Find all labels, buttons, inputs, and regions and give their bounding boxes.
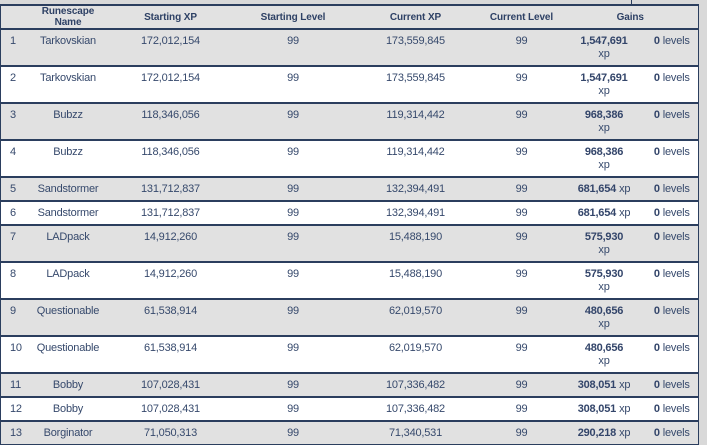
row-starting-xp: 131,712,837 <box>106 177 236 201</box>
row-player-name: Bubzz <box>31 140 106 177</box>
row-gains-xp <box>563 299 646 336</box>
gains-xp-value: 681,654 <box>577 207 617 219</box>
header-row <box>1 5 699 29</box>
row-starting-level: 99 <box>236 262 351 299</box>
row-current-level: 99 <box>481 103 563 140</box>
gains-xp-unit: xp <box>598 48 610 60</box>
row-player-name: Questionable <box>31 299 106 336</box>
table-row <box>1 103 699 140</box>
row-gains-xp <box>563 262 646 299</box>
gains-xp-unit: xp <box>598 318 610 330</box>
row-gains-xp <box>563 421 646 445</box>
row-gains-xp <box>563 397 646 421</box>
row-gains-xp <box>563 140 646 177</box>
row-starting-xp: 107,028,431 <box>106 373 236 397</box>
gains-levels-value: 0 <box>653 231 660 243</box>
row-rank: 11 <box>1 373 31 397</box>
row-rank: 12 <box>1 397 31 421</box>
gains-levels-unit: levels <box>662 268 690 280</box>
gains-xp-value: 290,218 <box>577 427 617 439</box>
row-gains-levels <box>646 336 699 373</box>
gains-xp-unit: xp <box>598 355 610 367</box>
row-player-name: LADpack <box>31 225 106 262</box>
row-starting-xp: 61,538,914 <box>106 336 236 373</box>
table-body <box>1 29 699 445</box>
row-gains-levels <box>646 177 699 201</box>
row-gains-xp <box>563 66 646 103</box>
gains-xp-value: 968,386 <box>584 109 624 121</box>
table-row <box>1 201 699 225</box>
row-gains-levels <box>646 140 699 177</box>
gains-levels-value: 0 <box>653 305 660 317</box>
table-row <box>1 373 699 397</box>
row-starting-xp: 71,050,313 <box>106 421 236 445</box>
row-current-xp: 132,394,491 <box>351 201 481 225</box>
row-current-level: 99 <box>481 336 563 373</box>
row-gains-levels <box>646 421 699 445</box>
row-player-name: Tarkovskian <box>31 66 106 103</box>
table-row <box>1 421 699 445</box>
row-player-name: Questionable <box>31 336 106 373</box>
row-starting-xp: 118,346,056 <box>106 140 236 177</box>
row-rank: 8 <box>1 262 31 299</box>
row-starting-level: 99 <box>236 29 351 66</box>
row-rank: 1 <box>1 29 31 66</box>
gains-levels-unit: levels <box>662 183 690 195</box>
gains-xp-value: 1,547,691 <box>580 35 628 47</box>
row-starting-level: 99 <box>236 336 351 373</box>
gains-levels-unit: levels <box>662 305 690 317</box>
row-current-level: 99 <box>481 201 563 225</box>
row-rank: 9 <box>1 299 31 336</box>
gains-levels-value: 0 <box>653 207 660 219</box>
row-current-xp: 107,336,482 <box>351 373 481 397</box>
row-gains-xp <box>563 103 646 140</box>
row-gains-levels <box>646 373 699 397</box>
column-header-current-level: Current Level <box>481 5 563 29</box>
gains-levels-value: 0 <box>653 146 660 158</box>
row-rank: 3 <box>1 103 31 140</box>
row-starting-level: 99 <box>236 373 351 397</box>
column-header-rank <box>1 5 31 29</box>
gains-xp-value: 1,547,691 <box>580 72 628 84</box>
gains-xp-value: 480,656 <box>584 342 624 354</box>
gains-levels-value: 0 <box>653 72 660 84</box>
gains-xp-value: 575,930 <box>584 231 624 243</box>
row-current-xp: 15,488,190 <box>351 225 481 262</box>
gains-xp-unit: xp <box>598 85 610 97</box>
row-starting-level: 99 <box>236 66 351 103</box>
row-rank: 4 <box>1 140 31 177</box>
gains-levels-value: 0 <box>653 109 660 121</box>
row-gains-levels <box>646 299 699 336</box>
row-rank: 5 <box>1 177 31 201</box>
row-current-level: 99 <box>481 397 563 421</box>
table-row <box>1 225 699 262</box>
row-player-name: Sandstormer <box>31 201 106 225</box>
gains-levels-value: 0 <box>653 379 660 391</box>
row-gains-xp <box>563 201 646 225</box>
row-current-xp: 62,019,570 <box>351 336 481 373</box>
row-starting-xp: 61,538,914 <box>106 299 236 336</box>
column-header-gains: Gains <box>563 5 699 29</box>
row-current-xp: 119,314,442 <box>351 140 481 177</box>
row-rank: 7 <box>1 225 31 262</box>
row-starting-level: 99 <box>236 299 351 336</box>
row-starting-xp: 131,712,837 <box>106 201 236 225</box>
gains-levels-unit: levels <box>662 342 690 354</box>
table-header <box>1 5 699 29</box>
row-gains-xp <box>563 177 646 201</box>
gains-xp-unit: xp <box>619 403 631 415</box>
row-starting-xp: 172,012,154 <box>106 29 236 66</box>
row-current-level: 99 <box>481 299 563 336</box>
row-gains-levels <box>646 103 699 140</box>
row-starting-level: 99 <box>236 140 351 177</box>
row-rank: 2 <box>1 66 31 103</box>
row-current-level: 99 <box>481 29 563 66</box>
row-current-level: 99 <box>481 177 563 201</box>
row-current-xp: 62,019,570 <box>351 299 481 336</box>
gains-xp-value: 308,051 <box>577 403 617 415</box>
gains-levels-unit: levels <box>662 427 690 439</box>
row-rank: 10 <box>1 336 31 373</box>
row-starting-level: 99 <box>236 201 351 225</box>
gains-xp-value: 681,654 <box>577 183 617 195</box>
gains-xp-unit: xp <box>619 379 631 391</box>
row-player-name: Sandstormer <box>31 177 106 201</box>
row-starting-level: 99 <box>236 103 351 140</box>
row-starting-level: 99 <box>236 177 351 201</box>
row-starting-xp: 14,912,260 <box>106 225 236 262</box>
gains-xp-value: 308,051 <box>577 379 617 391</box>
gains-xp-unit: xp <box>598 159 610 171</box>
row-starting-xp: 107,028,431 <box>106 397 236 421</box>
row-starting-xp: 118,346,056 <box>106 103 236 140</box>
gains-xp-value: 480,656 <box>584 305 624 317</box>
row-gains-levels <box>646 397 699 421</box>
gains-xp-unit: xp <box>619 207 631 219</box>
row-starting-level: 99 <box>236 421 351 445</box>
row-player-name: LADpack <box>31 262 106 299</box>
table-row <box>1 299 699 336</box>
row-starting-level: 99 <box>236 397 351 421</box>
xp-tracker-table <box>0 4 699 445</box>
row-gains-levels <box>646 262 699 299</box>
gains-levels-value: 0 <box>653 183 660 195</box>
row-current-level: 99 <box>481 66 563 103</box>
row-gains-xp <box>563 225 646 262</box>
column-header-runescape-name: Runescape Name <box>31 5 106 29</box>
row-current-xp: 173,559,845 <box>351 66 481 103</box>
row-current-xp: 71,340,531 <box>351 421 481 445</box>
gains-levels-unit: levels <box>662 403 690 415</box>
row-starting-level: 99 <box>236 225 351 262</box>
row-starting-xp: 172,012,154 <box>106 66 236 103</box>
gains-xp-unit: xp <box>598 281 610 293</box>
row-player-name: Tarkovskian <box>31 29 106 66</box>
gains-levels-unit: levels <box>662 231 690 243</box>
gains-levels-value: 0 <box>653 403 660 415</box>
column-header-starting-level: Starting Level <box>236 5 351 29</box>
row-current-level: 99 <box>481 140 563 177</box>
row-rank: 13 <box>1 421 31 445</box>
gains-levels-unit: levels <box>662 146 690 158</box>
table-row <box>1 177 699 201</box>
row-player-name: Bobby <box>31 373 106 397</box>
row-current-xp: 107,336,482 <box>351 397 481 421</box>
gains-levels-unit: levels <box>662 109 690 121</box>
table-row <box>1 262 699 299</box>
row-current-level: 99 <box>481 262 563 299</box>
gains-xp-unit: xp <box>619 427 631 439</box>
gains-levels-unit: levels <box>662 72 690 84</box>
column-header-starting-xp: Starting XP <box>106 5 236 29</box>
gains-xp-value: 575,930 <box>584 268 624 280</box>
row-rank: 6 <box>1 201 31 225</box>
row-gains-levels <box>646 29 699 66</box>
table-row <box>1 66 699 103</box>
row-gains-levels <box>646 66 699 103</box>
row-player-name: Bobby <box>31 397 106 421</box>
row-player-name: Bubzz <box>31 103 106 140</box>
row-current-level: 99 <box>481 225 563 262</box>
gains-xp-unit: xp <box>619 183 631 195</box>
row-current-level: 99 <box>481 373 563 397</box>
gains-xp-value: 968,386 <box>584 146 624 158</box>
row-current-xp: 132,394,491 <box>351 177 481 201</box>
row-current-level: 99 <box>481 421 563 445</box>
gains-xp-unit: xp <box>598 122 610 134</box>
row-gains-xp <box>563 336 646 373</box>
table-row <box>1 397 699 421</box>
gains-levels-unit: levels <box>662 35 690 47</box>
row-starting-xp: 14,912,260 <box>106 262 236 299</box>
row-gains-xp <box>563 373 646 397</box>
gains-levels-unit: levels <box>662 207 690 219</box>
gains-levels-value: 0 <box>653 268 660 280</box>
gains-levels-value: 0 <box>653 342 660 354</box>
gains-levels-value: 0 <box>653 427 660 439</box>
table-row <box>1 140 699 177</box>
row-current-xp: 15,488,190 <box>351 262 481 299</box>
row-gains-levels <box>646 225 699 262</box>
row-current-xp: 119,314,442 <box>351 103 481 140</box>
row-current-xp: 173,559,845 <box>351 29 481 66</box>
xp-tracker-table-container <box>0 4 698 445</box>
table-row <box>1 336 699 373</box>
column-header-current-xp: Current XP <box>351 5 481 29</box>
row-gains-levels <box>646 201 699 225</box>
row-player-name: Borginator <box>31 421 106 445</box>
gains-levels-value: 0 <box>653 35 660 47</box>
gains-xp-unit: xp <box>598 244 610 256</box>
row-gains-xp <box>563 29 646 66</box>
table-row <box>1 29 699 66</box>
gains-levels-unit: levels <box>662 379 690 391</box>
